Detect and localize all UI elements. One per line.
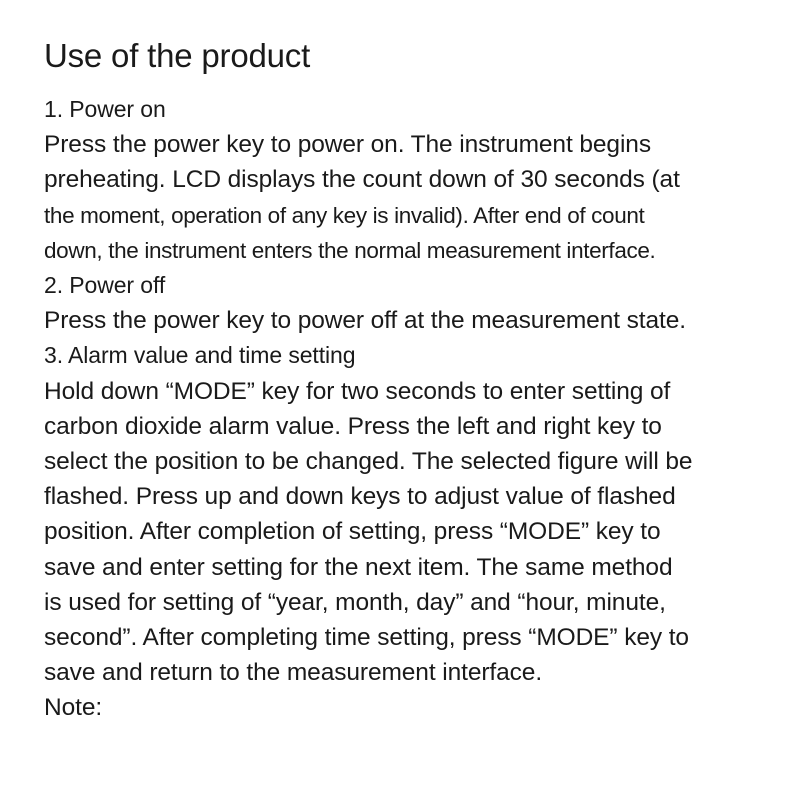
step-heading-power-off: 2. Power off bbox=[44, 272, 166, 299]
note-label: Note: bbox=[44, 694, 103, 722]
body-line: save and enter setting for the next item. The same method bbox=[44, 553, 673, 581]
body-line: select the position to be changed. The selected figure will be bbox=[44, 448, 693, 476]
section-title: Use of the product bbox=[44, 37, 311, 74]
body-line: carbon dioxide alarm value. Press the left and right key to bbox=[44, 412, 662, 440]
manual-page bbox=[44, 36, 784, 726]
body-line: is used for setting of “year, month, day” and “hour, minute, bbox=[44, 588, 666, 616]
body-line: Hold down “MODE” key for two seconds to enter setting of bbox=[44, 377, 671, 405]
step-heading-alarm-time-setting: 3. Alarm value and time setting bbox=[44, 342, 356, 369]
body-line: preheating. LCD displays the count down of 30 seconds (at bbox=[44, 166, 680, 194]
body-line: the moment, operation of any key is invalid). After end of count bbox=[44, 202, 645, 228]
body-line: save and return to the measurement interface. bbox=[44, 659, 543, 687]
body-line: down, the instrument enters the normal measurement interface. bbox=[44, 237, 656, 263]
step-heading-power-on: 1. Power on bbox=[44, 96, 166, 122]
body-line: flashed. Press up and down keys to adjust value of flashed bbox=[44, 483, 676, 511]
body-line: Press the power key to power on. The instrument begins bbox=[44, 131, 651, 159]
body-line: second”. After completing time setting, press “MODE” key to bbox=[44, 624, 689, 652]
body-line: position. After completion of setting, press “MODE” key to bbox=[44, 518, 661, 546]
body-line: Press the power key to power off at the measurement state. bbox=[44, 307, 686, 335]
